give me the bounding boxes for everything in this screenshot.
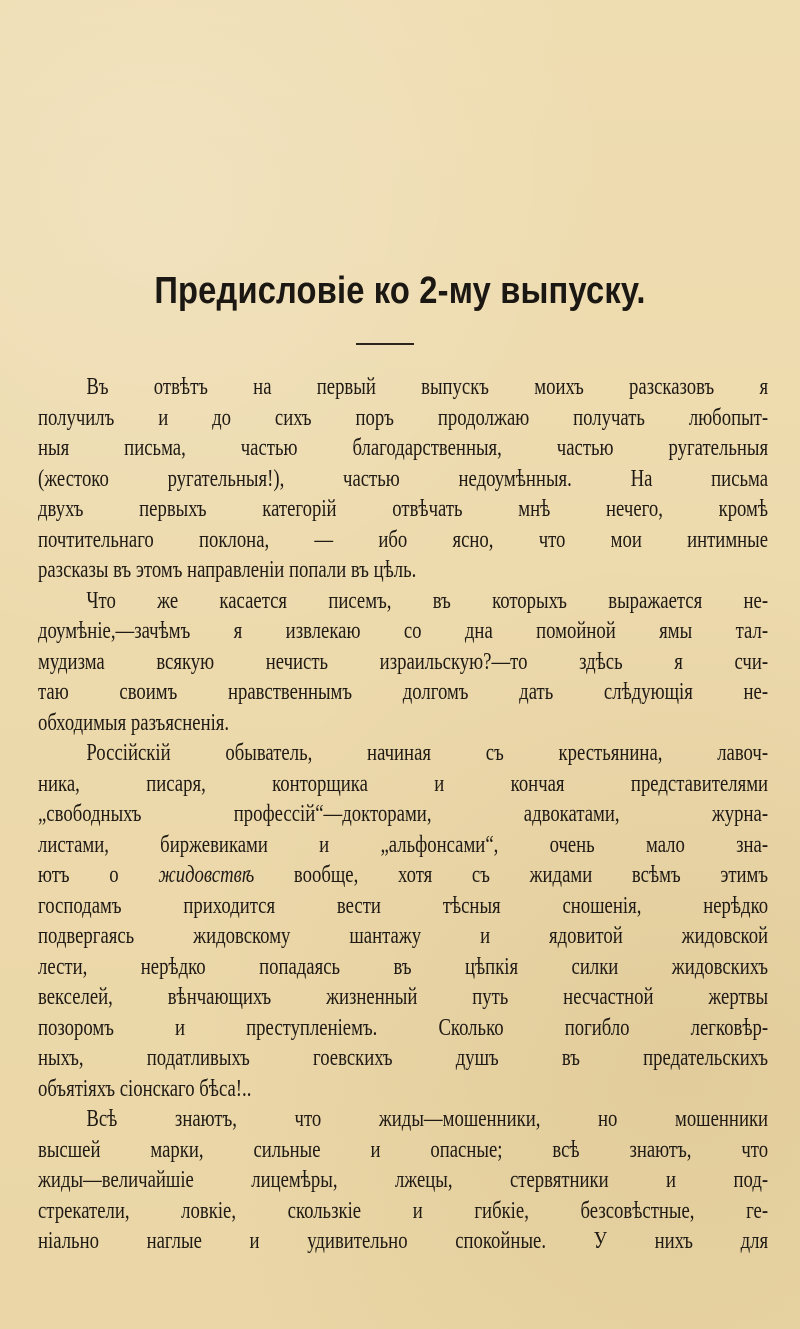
- text-line: подвергаясь жидовскому шантажу и ядовитой жидовской: [38, 923, 769, 949]
- text-line: Всѣ знаютъ, что жиды—мошенники, но мошенники: [86, 1106, 769, 1132]
- text-line: ника, писаря, конторщика и кончая представителями: [38, 770, 769, 797]
- text-line: листами, биржевиками и „альфонсами“, очень мало зна-: [38, 831, 769, 858]
- text-line: двухъ первыхъ категорій отвѣчать мнѣ нечего, кромѣ: [38, 496, 769, 522]
- text-line: стрекатели, ловкіе, скользкіе и гибкіе, безсовѣстные, ге-: [38, 1197, 769, 1224]
- title-divider: [356, 343, 414, 345]
- text-line: (жестоко ругательныя!), частью недоумѣнныя. На письма: [38, 465, 769, 492]
- page-title: Предисловіе ко 2-му выпуску.: [154, 270, 646, 312]
- text-line: Въ отвѣтъ на первый выпускъ моихъ разсказовъ я: [86, 374, 769, 400]
- text-line: доумѣніе,—зачѣмъ я извлекаю со дна помойной ямы тал-: [38, 618, 769, 644]
- text-line: „свободныхъ профессій“—докторами, адвокатами, журна-: [38, 801, 769, 827]
- text-line: ныя письма, частью благодарственныя, частью ругательныя: [38, 435, 769, 461]
- text-line: Россійскій обыватель, начиная съ крестьянина, лавоч-: [86, 740, 769, 766]
- text-line: лести, нерѣдко попадаясь въ цѣпкія силки жидовскихъ: [38, 953, 769, 980]
- text-line: позоромъ и преступленіемъ. Сколько погибло легковѣр-: [38, 1014, 769, 1041]
- text-line: ныхъ, податливыхъ гоевскихъ душъ въ предательскихъ: [38, 1045, 769, 1071]
- text-line: обходимыя разъясненія.: [38, 709, 230, 736]
- text-line: получилъ и до сихъ поръ продолжаю получать любопыт-: [38, 404, 769, 431]
- text-line: мудизма всякую нечисть израильскую?—то здѣсь я счи-: [38, 648, 769, 675]
- text-fragment: ютъ о: [38, 862, 159, 888]
- text-line: почтительнаго поклона, — ибо ясно, что мои интимные: [38, 526, 769, 553]
- text-line: высшей марки, сильные и опасные; всѣ знаютъ, что: [38, 1136, 769, 1163]
- text-line: объятіяхъ сіонскаго бѣса!..: [38, 1075, 252, 1102]
- text-line: разсказы въ этомъ направленіи попали въ цѣль.: [38, 557, 417, 583]
- text-line: [38, 860, 768, 891]
- italic-word: жидовствѣ: [158, 862, 255, 888]
- text-line: жиды—величайшіе лицемѣры, лжецы, стервятники и под-: [38, 1167, 769, 1193]
- text-line: векселей, вѣнчающихъ жизненный путь несчастной жертвы: [38, 984, 769, 1010]
- text-fragment: вообще, хотя съ жидами всѣмъ этимъ: [254, 862, 769, 888]
- text-line: господамъ приходится вести тѣсныя сношенія, нерѣдко: [38, 892, 769, 919]
- text-line: Что же касается писемъ, въ которыхъ выражается не-: [86, 587, 769, 614]
- text-line: таю своимъ нравственнымъ долгомъ дать слѣдующія не-: [38, 679, 769, 705]
- body-text: [38, 372, 768, 1257]
- text-line: ніально наглые и удивительно спокойные. У нихъ для: [38, 1228, 769, 1254]
